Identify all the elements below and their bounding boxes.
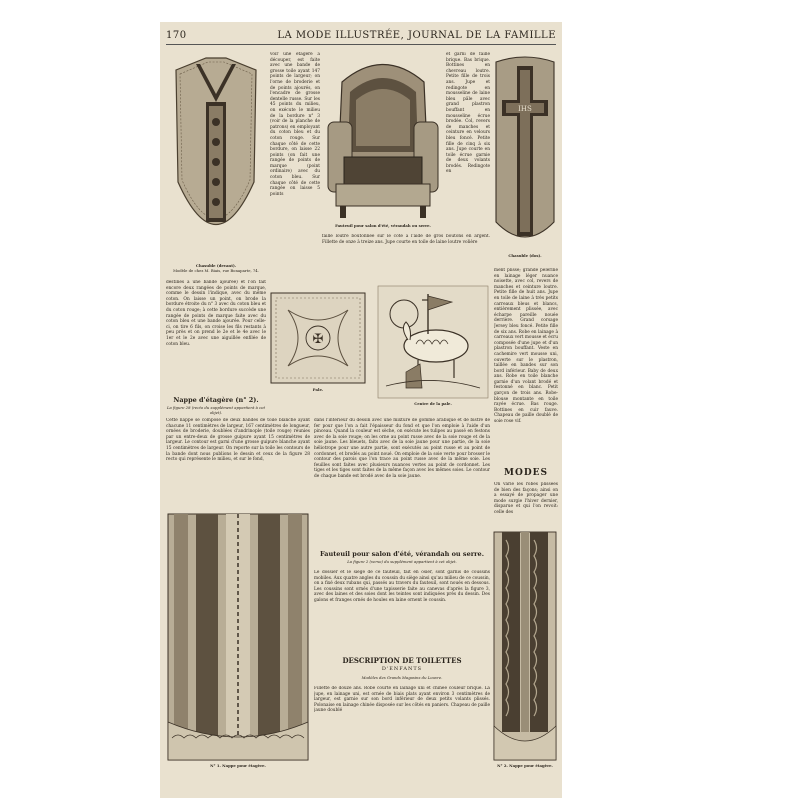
nappe2-illustration xyxy=(492,530,558,762)
column-text-description: Fillette de douze ans. Robe courte en lainage uni et chinée couleur brique. La jupe, en lainage uni, est ornée de biais plats ayant environ 3 centimètres de largeur, est garnie sur son bord inférieur de deux petits volants plissés. Polonaise en lainage chinée disposée sur les côtés en paniers. Chapeau de paille jaune doublé xyxy=(314,686,490,714)
armchair-illustration xyxy=(322,52,444,222)
nappe1-illustration xyxy=(166,512,310,762)
caption-armchair: Fauteuil pour salon d'été, vérandah ou serre. xyxy=(335,223,431,228)
column-text-mid-cont: faille loutre boutonnée sur le côté à l'aide de gros boutons en argent. Fillette de onze à treize ans. Jupe courte en toile de laine loutre volière xyxy=(322,234,490,245)
page-number: 170 xyxy=(166,30,187,41)
subheading-description: D'ENFANTS xyxy=(381,666,423,672)
chasuble-back-illustration xyxy=(492,52,558,252)
chasuble-front-illustration xyxy=(166,52,266,262)
column-text-mid-lower: dans l'intérieur du dessin avec une mixture de gomme arabique et de bistre de fer pour que l'on a fait l'épaisseur du fond et que l'on emploie à l'aide d'un pinceau. Quand la couleur est sèche, on exécute les tulipes au passé en festons avec de la soie rouge; on les orne au point russe avec de la soie rouge et de la soie jaune. Les bleuets, faits avec de la soie jaune pour une partie, de la soie héliotrope pour une autre partie, sont exécutés au point russe et au point de cordonnet, et brodés au point noué. On emploie de la soie verte pour brosser le contour des parois que l'on trace au point russe avec de la même soie. Les feuilles sont faites avec plusieurs nuances vertes au point de cordonnet. Les tiges et les tiges sont faites de la même façon avec les mêmes soies. Le contour de chaque bande est brodé avec de la soie jaune. xyxy=(314,418,490,479)
column-text-left-mid: destinés à une bande ajourée) et l'on fait encore deux rangées de points de marque, comme le dessin l'indique, avec du même coton. On laisse un point, on brode la bordure étroite du n° 3 avec du coton bleu et du coton rouge; à cette bordure succède une rangée de points de marque faite avec du coton bleu et une bande ajourée. Pour celle-ci, on tire 6 fils, on croise les fils restants à peu près et on prend le 2e et le 4e avec le 1er et le 2e avec une aiguillée enfilée de coton bleu. xyxy=(166,280,266,347)
column-text-right-top: et garni de faille brique. Bas brique. Bottines en chevreau loutre. Petite fille de trois ans. Jupe et redingote en mousseline de laine bleu pâle avec grand plastron bouffant en mousseline écrue brodée. Col, revers de manches et ceinture en velours bleu foncé. Petite fille de cinq à six ans. Jupe courte en toile écrue garnie de deux volants brodés. Redingote en xyxy=(446,52,490,175)
caption-chasuble-back: Chasuble (dos). xyxy=(508,253,542,258)
heading-modes: MODES xyxy=(504,468,548,478)
pale-illustration xyxy=(268,290,368,386)
caption-nappe1: N° 1. Nappe pour étagère. xyxy=(210,763,266,768)
column-text-right-mid: ment plissé; grande pèlerine en lainage léger nuance noisette, avec col, revers de manches et ceinture loutre. Petite fille de huit ans. Jupe en toile de laine à très petits carreaux bleus et blancs, entièrement plissée, avec écharpe pareille nouée derrière. Grand corsage Jersey bleu foncé. Petite fille de six ans. Robe en lainage à carreaux vert mousse et écru composée d'une jupe et d'un plastron bouffant. Veste en cachemire vert mousse uni, ouverte sur le plastron, taillée en bandes sur son bord inférieur. Baby de deux ans. Robe en toile blanche garnie d'un volant brodé et festonné en blanc. Petit garçon de trois ans. Robe-blouse montante en toile rayée écrue. Bas rouge. Bottines en cuir fauve. Chapeau de paille doublé de soie rose vif. xyxy=(494,268,558,425)
ihs-monogram: IHS xyxy=(518,105,532,113)
journal-title: LA MODE ILLUSTRÉE, JOURNAL DE LA FAMILLE xyxy=(277,30,556,41)
column-text-mid-top: voir une étagère à découper, est faite avec une bande de grosse toile ayant 147 points de largeur; on l'orne de broderie et de points ajourés, on l'encadre de grosse dentelle russe. Sur les 45 points du milieu, on exécute le milieu de la bordure n° 3 (voir de la planche de patrons) en employant du coton bleu et du coton rouge. Sur chaque côté de cette bordure, on laisse 22 points (on fait une rangée de points de marque (point ordinaire) avec du coton bleu. Sur chaque côté de cette rangée on laisse 5 points xyxy=(270,52,320,197)
caption-nappe2: N° 2. Nappe pour étagère. xyxy=(497,763,553,768)
heading-nappe: Nappe d'étagère (n° 2). xyxy=(173,396,259,404)
heading-fauteuil: Fauteuil pour salon d'été, vérandah ou serre. xyxy=(320,550,484,558)
pale-cross-glyph: ✠ xyxy=(312,332,324,347)
header-rule xyxy=(166,44,556,45)
page-header xyxy=(166,30,556,44)
pale-center-illustration xyxy=(376,284,490,400)
caption-pale: Pale. xyxy=(312,387,324,392)
heading-description: DESCRIPTION DE TOILETTES xyxy=(342,656,462,665)
column-text-fauteuil: Le dossier et le siège de ce fauteuil, fait en osier, sont garnis de coussins mobiles. Aux quatre angles du coussin du siège ainsi qu'au milieu de ce coussin, on a fixé deux rubans qui, passés au travers du fauteuil, sont noués en dessous. Les coussins sont ornés d'une tapisserie faite au canevas d'après la figure 3, avec des laines et des soies dont les teintes sont indiquées près du dessin. Des galons et franges ornés de houles en laine ornent le coussin. xyxy=(314,570,490,603)
credit-description: Modèles des Grands Magasins du Louvre. xyxy=(361,675,443,680)
column-text-left-lower: Cette nappe se compose de deux bandes de toile blanche ayant chacune 11 centimètres de largeur, 167 centimètres de longueur, ornées de broderie, doublées d'andrinople (toile rouge) réunies par un entre-deux de grosse guipure ayant 15 centimètres de largeur. Le contour est garni d'une grosse guipure blanche ayant 15 centimètres de largeur. On reporte sur la toile les contours de la bande dont nous publions le dessin et ceux de la figure 28 recto qui représente le milieu, et sur le fond, xyxy=(166,418,310,463)
subheading-fauteuil: La figure 2 (verso) du supplément appartient à cet objet. xyxy=(347,559,457,564)
subheading-nappe: La figure 28 (recto du supplément appartient à cet objet). xyxy=(167,405,265,415)
caption-pale-center: Centre de la pale. xyxy=(414,401,452,406)
column-text-modes: On varie les robes plissées de bien des façons; ainsi on a essayé de propager une mode surgie l'hiver dernier, disparue et qui l'on revoit: celle des xyxy=(494,482,558,515)
caption-chasuble-front: Chasuble (devant). Modèle de chez M. Biais, rue Bonaparte, 74. xyxy=(173,263,259,273)
magazine-page xyxy=(160,22,562,798)
